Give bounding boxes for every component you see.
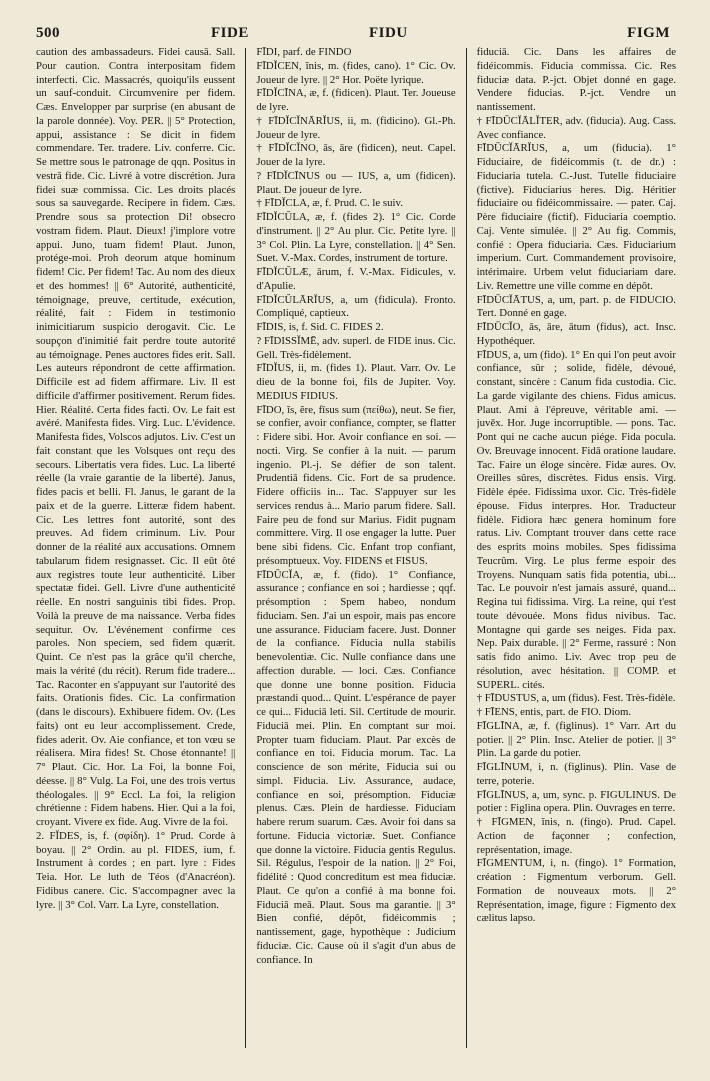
entry-paragraph: FĪDŪCĬĀTUS, a, um, part. p. de FIDUCIO. Tert. Donné en gage. [476,293,677,320]
entry-paragraph: † FĪENS, entis, part. de FIO. Diom. [476,706,632,718]
page-number: 500 [36,25,60,41]
entry-paragraph: † FĪDĬCĬNO, ās, āre (fidicen), neut. Capel. Jouer de la lyre. [256,142,456,168]
entry-paragraph: FĪGLĪNUM, i, n. (figlinus). Plin. Vase de terre, poterie. [476,761,677,787]
entry-paragraph: FĪDĬCEN, ĭnis, m. (fides, cano). 1° Cic. Ov. Joueur de lyre. || 2° Hor. Poëte lyrique. [256,59,456,86]
column-divider [466,48,467,1048]
guide-word-right: FIGM [627,25,670,41]
entry-paragraph: ? FĪDISSĬMĒ, adv. superl. de FIDE inus. Cic. Gell. Très-fidèlement. [256,334,456,361]
entry-paragraph: FĪDĬCĪNA, æ, f. (fidicen). Plaut. Ter. Joueuse de lyre. [256,87,456,113]
entry-paragraph: † FĪGMEN, ĭnis, n. (fingo). Prud. Capel. Action de façonner ; confection, représentation, image. [476,816,677,856]
page-header [36,25,670,45]
entry-paragraph: FĪDĬCŬLÆ, ārum, f. V.-Max. Fidicules, v. d'Apulie. [256,266,456,292]
entry-paragraph: caution des ambassadeurs. Fidei causā. Sall. Pour caution. Contra interpositam fidem interfecti. Cic. Massacrés, quoiqu'ils eussent un sauf-conduit. Circumvenire per fidem. Cæs. Envelopper par surprise (en abusant de la parole donnée). Voy. PER. || 5° Protection, appui, assistance : Se dicit in fidem commendare. Ter. tradere. Liv. conferre. Cic. Se mettre sous le patronage de qqn. Positus in vestrā fide. Cic. Livré à votre discrétion. Jura fidei suæ commissa. Cic. Les droits placés sous sa sauvegarde. Recipere in fidem. Cæs. Prendre sous sa protection Di! obsecro vostram fidem. Plaut. Dieux! j'implore votre appui. Juno, tuam fidem! Plaut. Junon, protége-moi. Proh deorum atque hominum fidem! Cic. Per fidem! Tac. Au nom des dieux et des hommes! || 6° Autorité, authenticité, témoignage, preuve, certitude, exécution, réalité, fait : Fidem in testimonio inimicitiarum suspicio derogavit. Cic. Le soupçon d'inimitié fait perdre toute autorité au témoignage. Penes auctores fides erit. Sall. Les auteurs répondront de cette affirmation. Difficile est ad fidem affirmare. Liv. Il est difficile d'affirmer positivement. Rerum fides. Hier. Réalité. Certa fides facti. Ov. Le fait est avéré. Manifesta fides. Virg. Luc. L'évidence. Manifesta fides, Volscos adjutos. Liv. C'est un fait constant que les Volsques ont reçu des secours. Libertatis vera fides. Luc. La liberté réelle (la vraie garantie de la liberté). Janus, fides pacis et belli. Fl. Janus, le garant de la paix et de la guerre. Litteræ fidem habent. Cic. Les lettres font autorité, sont des preuves. Ad fidem criminum. Liv. Pour donner de la réalité aux accusations. Omnem tabularum fidem resignasset. Cic. Il eût ôté aux registres toute leur authenticité. Liber spectatæ fidei. Gell. Livre d'une authenticité réelle. En nostri sanguinis tibi fides. Prop. Voilà la preuve de ma naissance. Verba fides sequitur. Ov. L'événement confirme ces paroles. Non speciem, sed fidem quærit. Quint. Ce n'est pas la grâce qu'il cherche, mais la vérité (du récit). Rerum fide tradere... Tac. Raconter en s'appuyant sur l'autorité des faits. Orationis fides. Cic. La confirmation (dans le discours). Exhibuere fidem. Ov. (Les faits) ont eu leur accomplissement. Crede, fides aderit. Ov. Aie confiance, et ton vœu se réalisera. Mira fides! St. Chose étonnante! || 7° Plaut. Cic. Hor. La Foi, la bonne Foi, déesse. || 8° Vulg. La Foi, une des trois vertus théologales. || 9° Eccl. La foi, la religion chrétienne : Fidem habens. Hier. Qui a la foi, croyant. Vivere ex fide. Aug. Vivre de la foi. [36,46,236,828]
entry-paragraph: † FĪDŪCĬĀLĬTER, adv. (fiducia). Aug. Cass. Avec confiance. [476,114,677,141]
column-3 [477,46,676,1056]
entry-paragraph: FĪDĬCŬLĀRĬUS, a, um (fidicula). Fronto. Compliqué, captieux. [256,293,456,320]
entry-paragraph: FĪGMENTUM, i, n. (fingo). 1° Formation, création : Figmentum verborum. Gell. Formation de nouveaux mots. || 2° Représentation, image, figure : Figmento dex cælitus lapso. [476,857,677,925]
column-1 [36,46,235,1056]
entry-paragraph: ? FĪDĬCĪNUS ou — IUS, a, um (fidicen). Plaut. De joueur de lyre. [256,169,456,196]
entry-paragraph: FĪDO, ĭs, ĕre, fīsus sum (πείθω), neut. Se fier, se confier, avoir confiance, compter, se flatter : Fidere sibi. Hor. Avoir confiance en soi. — nocti. Virg. Se confier à la nuit. — parum ingenio. Pl.-j. Se défier de son talent. Prudentiā fidens. Cic. Fort de sa prudence. Fidere officiis in... Tac. S'appuyer sur les services rendus à... Mario parum fidere. Sall. Faire peu de fond sur Marius. Fidit pugnam committere. Virg. Il ose engager la lutte. Puer bene sibi fidens. Cic. Enfant trop confiant, présomptueux. Voy. FIDENS et FISUS. [256,403,456,567]
entry-paragraph: † FĪDĬCĬNĀRĬUS, ii, m. (fidicino). Gl.-Ph. Joueur de lyre. [256,114,456,141]
guide-word-left: FIDE [211,25,249,41]
entry-paragraph: FĪDIS, is, f. Sid. C. FIDES 2. [256,321,384,333]
guide-word-center: FIDU [369,25,408,41]
entry-paragraph: 2. FĬDES, is, f. (σφίδη). 1° Prud. Corde à boyau. || 2° Ordin. au pl. FIDES, ium, f. Instrument à cordes ; en part. lyre : Fides Teia. Hor. Le luth de Téos (d'Anacréon). Fidibus canere. Cic. S'accompagner avec la lyre. || 3° Col. Varr. La Lyre, constellation. [36,829,236,911]
entry-paragraph: † FĪDĬCLA, æ, f. Prud. C. le suiv. [256,197,403,210]
column-divider [245,48,246,1048]
entry-paragraph: FĪDI, parf. de FINDO [256,46,352,58]
column-2 [256,46,455,1056]
entry-paragraph: FĪDĬCŬLA, æ, f. (fides 2). 1° Cic. Corde d'instrument. || 2° Au plur. Cic. Petite lyre. || 3° Col. Plin. La Lyre, constellation. || 4° Sen. Suet. V.-Max. Cordes, instrument de torture. [256,211,456,265]
entry-paragraph: FĪGLĪNUS, a, um, sync. p. FIGULINUS. De potier : Figlina opera. Plin. Ouvrages en terre. [476,788,677,815]
entry-paragraph: FĪDĬUS, ii, m. (fides 1). Plaut. Varr. Ov. Le dieu de la bonne foi, fils de Jupiter. Voy. MEDIUS FIDIUS. [256,362,456,402]
text-columns [36,46,676,1056]
entry-paragraph: FĪDŪCĬO, ās, āre, ātum (fidus), act. Insc. Hypothéquer. [476,321,677,347]
entry-paragraph: FĪDUS, a, um (fido). 1° En qui l'on peut avoir confiance, sûr ; solide, fidèle, dévoué, constant, sincère : Canum fida custodia. Cic. La garde vigilante des chiens. Fidus amicus. Plaut. Ami à l'épreuve, véritable ami. — juvěx. Hor. Juge incorruptible. — pons. Tac. Pont qui ne cache aucun piége. Fida pocula. Ov. Breuvage innocent. Fidā oratione laudare. Tac. Faire un éloge sincère. Fidæ aures. Ov. Oreilles sûres, discrètes. Fidus ensis. Virg. Fidèle épée. Fidissima uxor. Cic. Très-fidèle épouse. Fidus interpres. Hor. Traducteur fidèle. Fidiora hæc genera hominum fore ratus. Liv. Comptant trouver dans cette race des esprits moins mobiles. Spes fidissima Teucrûm. Virg. Le plus ferme espoir des Troyens. Nunquam satis fida potentia, ubi... Tac. Le pouvoir n'est jamais assuré, quand... Regina tui fidissima. Virg. La reine, qui t'est toute dévouée. Mons fidus nivibus. Tac. Montagne qui garde ses neiges. Fida pax. Nep. Paix durable. || 2° Ferme, rassuré : Non satis fido animo. Liv. Avec trop peu de résolution, avec hésitation. || COMP. et SUPERL. cités. [476,348,677,691]
entry-paragraph: fiduciā. Cic. Dans les affaires de fidéicommis. Fiducia commissa. Cic. Res fiduciæ data. P.-jct. Objet donné en gage. Vendere fiducias. P.-jct. Vendre un nantissement. [476,46,677,113]
entry-paragraph: FĪGLĪNA, æ, f. (figlinus). 1° Varr. Art du potier. || 2° Plin. Insc. Atelier de potier. || 3° Plin. La garde du potier. [476,719,677,760]
entry-paragraph: FĪDŪCĬA, æ, f. (fido). 1° Confiance, assurance ; confiance en soi ; hardiesse ; qqf. présomption : Spem habeo, nondum fiduciam. Sen. J'ai un espoir, mais pas encore une assurance. Fiduciam facere. Just. Donner de la confiance. Fiducia nulla stabilis benevolentiæ. Cic. Nulle confiance dans une affection durable. — loci. Cæs. Confiance que donne une bonne position. Fiducia præstandi quod... Quint. L'espérance de payer ce qui... Fiduciā leti. Sil. Certitude de mourir. Fiduciā mei. Plin. En comptant sur moi. Propter tuam fiduciam. Plaut. Par excès de confiance en toi. Fiducia morum. Tac. La conscience de son mérite, Fiducia sui ou simpl. Fiducia. Liv. Assurance, audace, confiance en soi, présomption. Fiduciæ plenus. Cæs. Plein de hardiesse. Fiduciam habere rerum suarum. Cæs. Avoir foi dans sa fortune. Fiducia victoriæ. Suet. Confiance que donne la victoire. Fiducia gentis Regulus. Sil. Régulus, l'espoir de la nation. || 2° Foi, fidélité : Quod concreditum est mea fiduciæ. Plaut. Ce qu'on a confié à ma bonne foi. Fiduciā meā. Plaut. Sous ma garantie. || 3° Bien confié, dépôt, fidéicommis ; nantissement, gage, hypothèque : Judicium fiduciæ. Cic. Cause où il s'agit d'un abus de confiance. In [256,568,456,966]
entry-paragraph: FĪDŪCĬĀRĬUS, a, um (fiducia). 1° Fiduciaire, de fidéicommis (t. de dr.) : Fiduciaria tutela. C.-Just. Tutelle fiduciaire (fictive). Fiduciarius heres. Dig. Héritier fiduciaire ou fidéicommissaire. — pater. Caj. Père fiduciaire (fictif). Fiduciaria coemptio. Caj. Vente simulée. || 2° Au fig. Commis, confié : Opera fiduciaria. Cæs. Fiduciarium imperium. Curt. Commandement provisoire, intérimaire. Urbem velut fiduciariam dare. Liv. Remettre une ville comme en dépôt. [476,142,677,292]
entry-paragraph: † FĪDUSTUS, a, um (fidus). Fest. Très-fidèle. [476,692,676,705]
